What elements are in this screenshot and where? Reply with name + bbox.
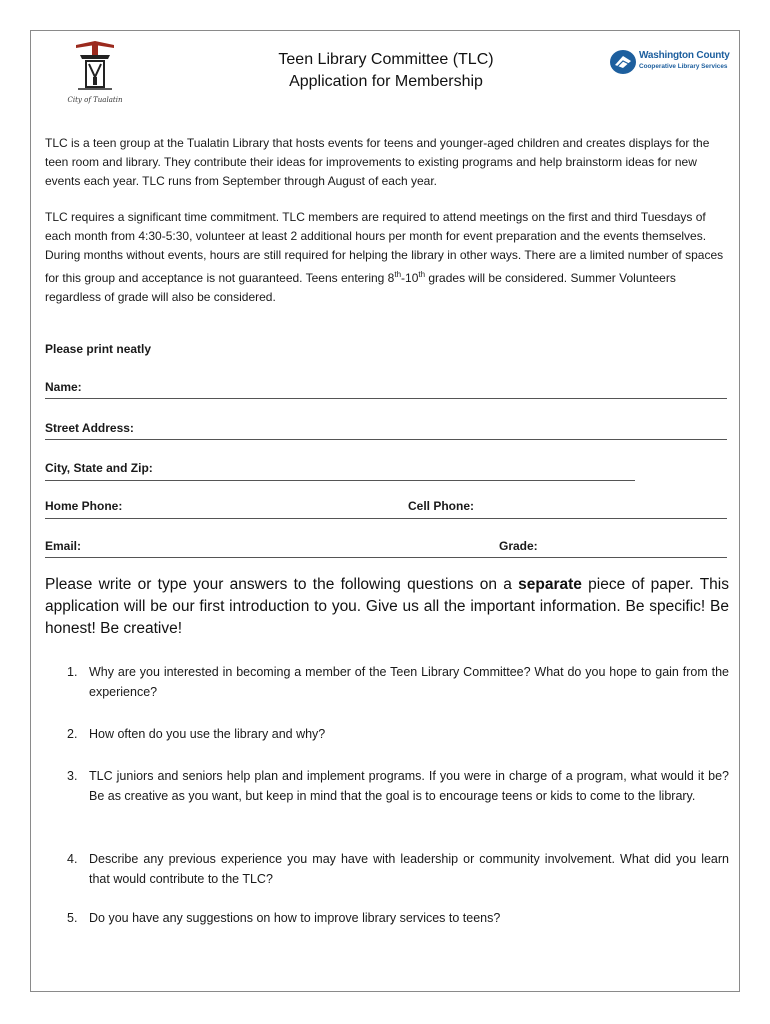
right-logo-subtitle: Cooperative Library Services [639,63,728,70]
question-number: 4. [67,852,78,866]
document-title [191,49,581,93]
question-number: 5. [67,911,78,925]
p2-superscript-1: th [394,270,402,279]
left-logo-caption: City of Tualatin [67,96,123,104]
washington-county-logo [607,47,730,77]
grade-label: Grade: [499,539,538,553]
p2-superscript-2: th [418,270,426,279]
street-address-label: Street Address: [45,421,134,435]
cell-phone-label: Cell Phone: [408,499,475,513]
right-logo-name: Washington County [639,50,730,61]
question-text: How often do you use the library and why? [89,727,326,741]
question-text: TLC juniors and seniors help plan and implement programs. If you were in charge of a program, what would it be? Be as creative as you want, but keep in mind that the goal is to encourage teens or kids to come to the library. [89,769,729,803]
email-label: Email: [45,539,82,553]
city-state-zip-label: City, State and Zip: [45,461,153,475]
home-phone-label: Home Phone: [45,499,123,513]
p2-text-c: grades will be considered. Summer Volunteers regardless of grade will also be considered. [45,271,676,304]
p2-text-b: -10 [401,271,419,285]
p2-text-a: TLC requires a significant time commitment. TLC members are required to attend meetings on the first and third Tuesdays of each month from 4:30-5:30, volunteer at least 2 additional hours per month for event preparation and the events themselves. During months without events, hours are still required for helping the library in other ways. There are a limited number of spaces for this group and acceptance is not guaranteed. Teens entering 8 [45,210,724,285]
intro-paragraph-2 [45,208,729,307]
question-number: 1. [67,665,78,679]
question-text: Why are you interested in becoming a member of the Teen Library Committee? What do you hope to gain from the experience? [89,665,729,699]
question-number: 3. [67,769,78,783]
print-neatly-label: Please print neatly [45,342,152,356]
question-number: 2. [67,727,78,741]
city-state-zip-field-line[interactable] [45,480,635,481]
book-globe-icon [609,48,637,76]
instructions-text-a: Please write or type your answers to the following questions on a [45,576,519,593]
name-field-line[interactable] [45,398,727,399]
phone-field-line[interactable] [45,518,727,519]
instructions-text-b: piece of paper. This application will be our first introduction to you. Give us all the important information. Be specific! Be honest! Be creative! [45,576,729,637]
question-text: Do you have any suggestions on how to improve library services to teens? [89,911,501,925]
tualatin-emblem-icon [72,39,118,95]
email-grade-field-line[interactable] [45,557,727,558]
title-line-1: Teen Library Committee (TLC) [278,51,494,68]
instructions-paragraph [45,574,729,640]
intro-paragraph-1: TLC is a teen group at the Tualatin Library that hosts events for teens and younger-aged children and creates displays for the teen room and library. They contribute their ideas for improvements to existing programs and help brainstorm ideas for new events each year. TLC runs from September through August of each year. [45,136,710,188]
instructions-bold-word: separate [518,576,582,593]
street-address-field-line[interactable] [45,439,727,440]
title-line-2: Application for Membership [289,73,483,90]
city-of-tualatin-logo [55,39,135,105]
document-page [30,30,740,992]
name-label: Name: [45,380,82,394]
question-text: Describe any previous experience you may have with leadership or community involvement. What did you learn that would contribute to the TLC? [89,852,729,886]
